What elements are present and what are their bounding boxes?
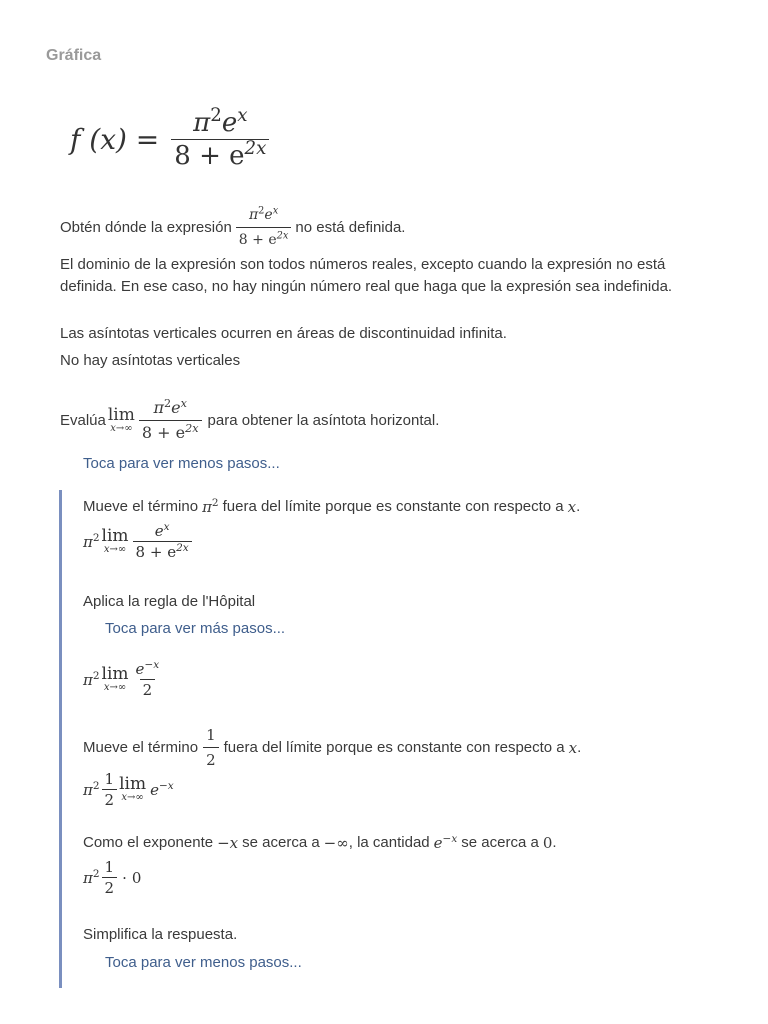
expression-4: $\pi^2$ $\frac{1}{2}$ · 0 [83,858,142,897]
substep-lhopital: Aplica la regla de l'Hôpital [83,593,256,610]
show-fewer-steps-link-2[interactable]: Toca para ver menos pasos... [105,954,302,971]
section-title: Gráfica [46,47,102,64]
function-definition [70,105,269,171]
expression-3: $\pi^2$ $\frac{1}{2}$ lim x→∞ $e^{-x}$ [83,770,174,809]
expression-1: $\pi^2$ lim x→∞ $\frac{e^x}{8 + e^{2x}}$ [83,522,192,561]
show-more-steps-link[interactable]: Toca para ver más pasos... [105,620,286,637]
function-fraction [171,105,269,171]
vertical-asymptote-info: Las asíntotas verticales ocurren en áreas de discontinuidad infinita. [60,325,507,342]
vertical-asymptote-result: No hay asíntotas verticales [60,352,241,369]
show-fewer-steps-link[interactable]: Toca para ver menos pasos... [83,455,280,472]
step-undefined-suffix: no está definida. [295,218,406,236]
expression-2: $\pi^2$ lim x→∞ $\frac{e^{-x}}{2}$ [83,659,160,699]
function-lhs: f (x) = [70,123,160,156]
substeps-bar [59,490,62,988]
step-undefined-prefix: Obtén dónde la expresión [60,218,232,236]
limit-operator: lim x→∞ [107,405,135,434]
step-undefined [60,204,405,251]
function-denominator: $8 + e^{2x}$ [171,139,269,171]
step-evaluate [60,397,439,444]
substep-exponent: Como el exponente −x se acerca a −∞ , la cantidad $e^{-x}$ se acerca a 0 . [83,833,557,852]
substep-move-half: Mueve el término $\frac{1}{2}$ fuera del límite porque es constante con respecto a x . [83,726,582,769]
substep-move-pi: Mueve el término $\pi^2$ fuera del límite porque es constante con respecto a x . [83,497,581,516]
evaluate-suffix: para obtener la asíntota horizontal. [207,411,440,429]
substep-simplify: Simplifica la respuesta. [83,926,238,943]
function-numerator: $\pi^2e^x$ [193,105,248,138]
inline-fraction: $\frac{\pi^2e^x}{8 + e^{2x}}$ [236,204,292,251]
evaluate-prefix: Evalúa [60,411,106,429]
domain-paragraph: El dominio de la expresión son todos números reales, excepto cuando la expresión no está definida. En ese caso, no hay ningún número real que haga que la expresión sea indefinida. [60,256,673,295]
limit-fraction: $\frac{\pi^2e^x}{8 + e^{2x}}$ [139,397,202,444]
